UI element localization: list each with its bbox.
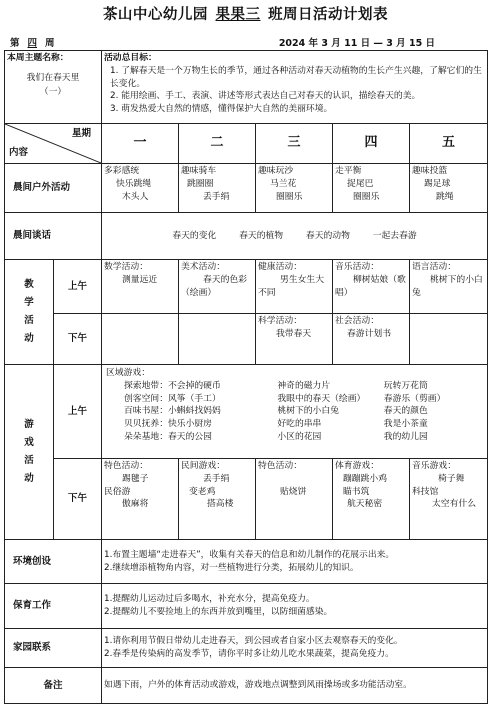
outdoor-cell-wed [256, 164, 333, 213]
activity: 踢足球 [424, 178, 451, 189]
care-label: 保育工作 [5, 584, 102, 629]
theme-name: 我们在春天里 [26, 72, 80, 83]
game-item: 瞄书筑 [343, 486, 370, 497]
game-item: 变老鸡 [189, 486, 216, 497]
area-game: 我是小茶童 [383, 419, 428, 429]
talk-topic: 春天的植物 [239, 230, 284, 241]
title-prefix: 茶山中心幼儿园 [102, 7, 208, 23]
notes-content: 如遇下雨，户外的体育活动或游戏，游戏地点调整到风雨操场或多功能活动室。 [102, 668, 488, 704]
game-type: 特色活动： [104, 461, 148, 471]
area-game: 春游乐（剪画） [383, 393, 446, 404]
game-item: 踢毽子 [122, 473, 149, 484]
area-games-row [106, 431, 483, 444]
area-game: 小区的花园 [277, 431, 322, 442]
week-label-after: 周 [45, 38, 55, 49]
day-header-thu: 四 [333, 124, 410, 164]
goal-item: 1. 了解春天是一个万物生长的季节，通过各种活动对春天动植物的生长产生兴趣，了解它们的生长变化。 [110, 65, 482, 89]
goals-cell [102, 51, 488, 124]
games-label-text: 游 戏 活 动 [24, 418, 34, 485]
area-game: 探索地带：不会掉的硬币 [124, 380, 221, 391]
activity: 跳圈圈 [187, 178, 214, 189]
outdoor-label: 晨间户外活动 [5, 164, 102, 213]
family-item: 2.春季是传染病的高发季节，请你平时多让幼儿吃水果蔬菜，提高免疫力。 [104, 649, 394, 659]
games-am-label: 上午 [54, 365, 102, 459]
teaching-am-thu [333, 260, 410, 314]
game-item: 航天秘密 [347, 499, 383, 510]
teaching-am-mon [102, 260, 179, 314]
activity: 圈圈乐 [276, 191, 303, 202]
day-header-fri: 五 [410, 124, 488, 164]
class-name: 果果三 [215, 7, 261, 23]
games-pm-tue [179, 459, 256, 540]
activity: 多彩感统 [104, 166, 140, 176]
weekly-plan-table [4, 50, 488, 704]
header-diagonal-cell [5, 124, 102, 164]
game-type: 体育游戏： [335, 461, 379, 471]
games-pm-thu [333, 459, 410, 540]
area-games-row [106, 393, 483, 406]
game-item: 傲麻将 [122, 499, 149, 510]
teaching-pm-mon [102, 314, 179, 365]
talk-topic: 一起去春游 [372, 230, 417, 241]
area-games-row [106, 405, 483, 418]
teaching-pm-thu [333, 314, 410, 365]
activity: 捉尾巴 [347, 178, 374, 189]
weekday-header-label: 星期 [71, 128, 91, 139]
area-games-row [106, 380, 483, 393]
day-header-mon: 一 [102, 124, 179, 164]
area-games-label: 区域游戏： [106, 368, 150, 378]
games-label [5, 365, 54, 540]
game-item: 贴烧饼 [280, 486, 307, 497]
area-game: 春天的颜色 [383, 406, 428, 417]
area-game: 朵朵基地：春天的公园 [124, 431, 212, 442]
game-type: 民间游戏： [181, 461, 225, 471]
teaching-title: 春天的色彩（绘画） [181, 274, 247, 298]
game-type: 音乐游戏： [412, 461, 456, 471]
area-game: 桃树下的小白兔 [277, 406, 339, 417]
outdoor-cell-tue [179, 164, 256, 213]
activity: 木头人 [122, 191, 149, 202]
teaching-am-fri [410, 260, 488, 314]
goals-label: 活动总目标： [104, 53, 157, 63]
family-item: 1.请你利用节假日带幼儿走进春天，到公园或者自家小区去观察春天的变化。 [104, 636, 403, 647]
area-game: 玩转万花筒 [383, 380, 428, 391]
teaching-title: 我带春天 [276, 328, 312, 339]
teaching-am-label: 上午 [54, 260, 102, 314]
teaching-type: 科学活动： [258, 316, 302, 326]
family-label: 家园联系 [5, 629, 102, 668]
teaching-am-wed [256, 260, 333, 314]
day-header-wed: 三 [256, 124, 333, 164]
area-game: 我眼中的春天（绘画） [277, 393, 366, 404]
teaching-title: 柳树姑娘（歌唱） [335, 274, 406, 298]
teaching-title: 春游计划书 [347, 328, 391, 339]
date-range: 2024 年 3 月 11 日 — 3 月 15 日 [278, 38, 435, 49]
theme-cell [5, 51, 102, 124]
teaching-pm-wed [256, 314, 333, 365]
environment-item: 1.布置主题墙“走进春天”，收集有关春天的信息和幼儿制作的花展示出来。 [104, 549, 395, 560]
area-game: 好吃的串串 [277, 419, 322, 429]
games-pm-label: 下午 [54, 459, 102, 540]
environment-content [102, 540, 488, 584]
care-item: 1.提醒幼儿运动过后多喝水，补充水分，提高免疫力。 [104, 594, 315, 605]
content-header-label: 内容 [9, 147, 29, 159]
activity: 跳绳 [436, 191, 454, 202]
environment-label: 环境创设 [5, 540, 102, 584]
game-item: 椅子舞 [438, 473, 465, 484]
theme-label: 本周主题名称： [7, 53, 69, 63]
area-game: 神奇的磁力片 [277, 380, 331, 391]
week-label-before: 第 [10, 38, 20, 49]
teaching-label-text: 教 学 活 动 [24, 278, 34, 345]
talk-label: 晨间谈话 [5, 213, 102, 260]
teaching-pm-label: 下午 [54, 314, 102, 365]
game-item: 丢手绢 [203, 473, 230, 484]
activity: 趣味投篮 [412, 166, 448, 176]
family-content [102, 629, 488, 668]
activity: 走平衡 [335, 166, 362, 176]
game-item: 民俗游 [104, 486, 131, 497]
outdoor-cell-thu [333, 164, 410, 213]
teaching-type: 音乐活动： [335, 262, 379, 272]
games-pm-mon [102, 459, 179, 540]
activity: 快乐跳绳 [116, 178, 152, 189]
environment-item: 2.继续增添植物角内容，对一些植物进行分类，拓展幼儿的知识。 [104, 562, 359, 573]
outdoor-cell-mon [102, 164, 179, 213]
games-pm-fri [410, 459, 488, 540]
talk-topic: 春天的动物 [305, 230, 350, 241]
teaching-type: 语言活动： [412, 262, 456, 272]
area-games-row [106, 418, 483, 431]
teaching-type: 社会活动： [335, 316, 379, 326]
teaching-pm-tue [179, 314, 256, 365]
teaching-am-tue [179, 260, 256, 314]
teaching-title: 桃树下的小白兔 [412, 274, 483, 298]
week-number-value: 四 [27, 38, 38, 49]
day-header-tue: 二 [179, 124, 256, 164]
teaching-type: 健康活动： [258, 262, 302, 272]
activity: 马兰花 [270, 178, 297, 189]
game-type: 特色活动： [258, 461, 302, 471]
teaching-title: 男生女生大不同 [258, 274, 324, 298]
area-game: 贝贝抚养：快乐小厨房 [124, 419, 212, 429]
teaching-title: 测量远近 [122, 274, 158, 285]
activity: 圈圈乐 [353, 191, 380, 202]
game-item: 科技馆 [412, 486, 439, 497]
area-game: 创客空间：风筝（手工） [124, 393, 221, 404]
goal-item: 3. 萌发热爱大自然的情感，懂得保护大自然的美丽环境。 [110, 104, 333, 114]
activity: 丢手绢 [203, 191, 230, 202]
theme-index: （一） [39, 86, 67, 97]
title-suffix: 班周日活动计划表 [268, 7, 389, 23]
notes-label: 备注 [5, 668, 102, 704]
talk-topic: 春天的变化 [172, 230, 217, 241]
games-pm-wed [256, 459, 333, 540]
outdoor-cell-fri [410, 164, 488, 213]
area-game: 百味书屋：小蝌蚪找妈妈 [124, 406, 221, 417]
teaching-type: 数学活动： [104, 262, 148, 272]
game-item: 太空有什么 [432, 499, 476, 510]
area-games-cell [102, 365, 488, 459]
game-item: 搭高楼 [207, 499, 234, 510]
teaching-pm-fri [410, 314, 488, 365]
week-number [10, 35, 55, 49]
care-content [102, 584, 488, 629]
page-title [0, 3, 491, 24]
goal-item: 2. 能用绘画、手工、表演、讲述等形式表达自己对春天的认识，描绘春天的美。 [110, 91, 421, 102]
talk-topics [102, 213, 488, 260]
area-game: 我的幼儿园 [383, 431, 428, 442]
activity: 趣味玩沙 [258, 166, 294, 176]
teaching-type: 美术活动： [181, 262, 225, 272]
activity: 趣味骑车 [181, 166, 217, 176]
game-item: 蹦蹦跳小鸡 [343, 473, 387, 484]
teaching-label [5, 260, 54, 365]
care-item: 2.提醒幼儿不要捡地上的东西并放到嘴里，以防细菌感染。 [104, 607, 333, 617]
